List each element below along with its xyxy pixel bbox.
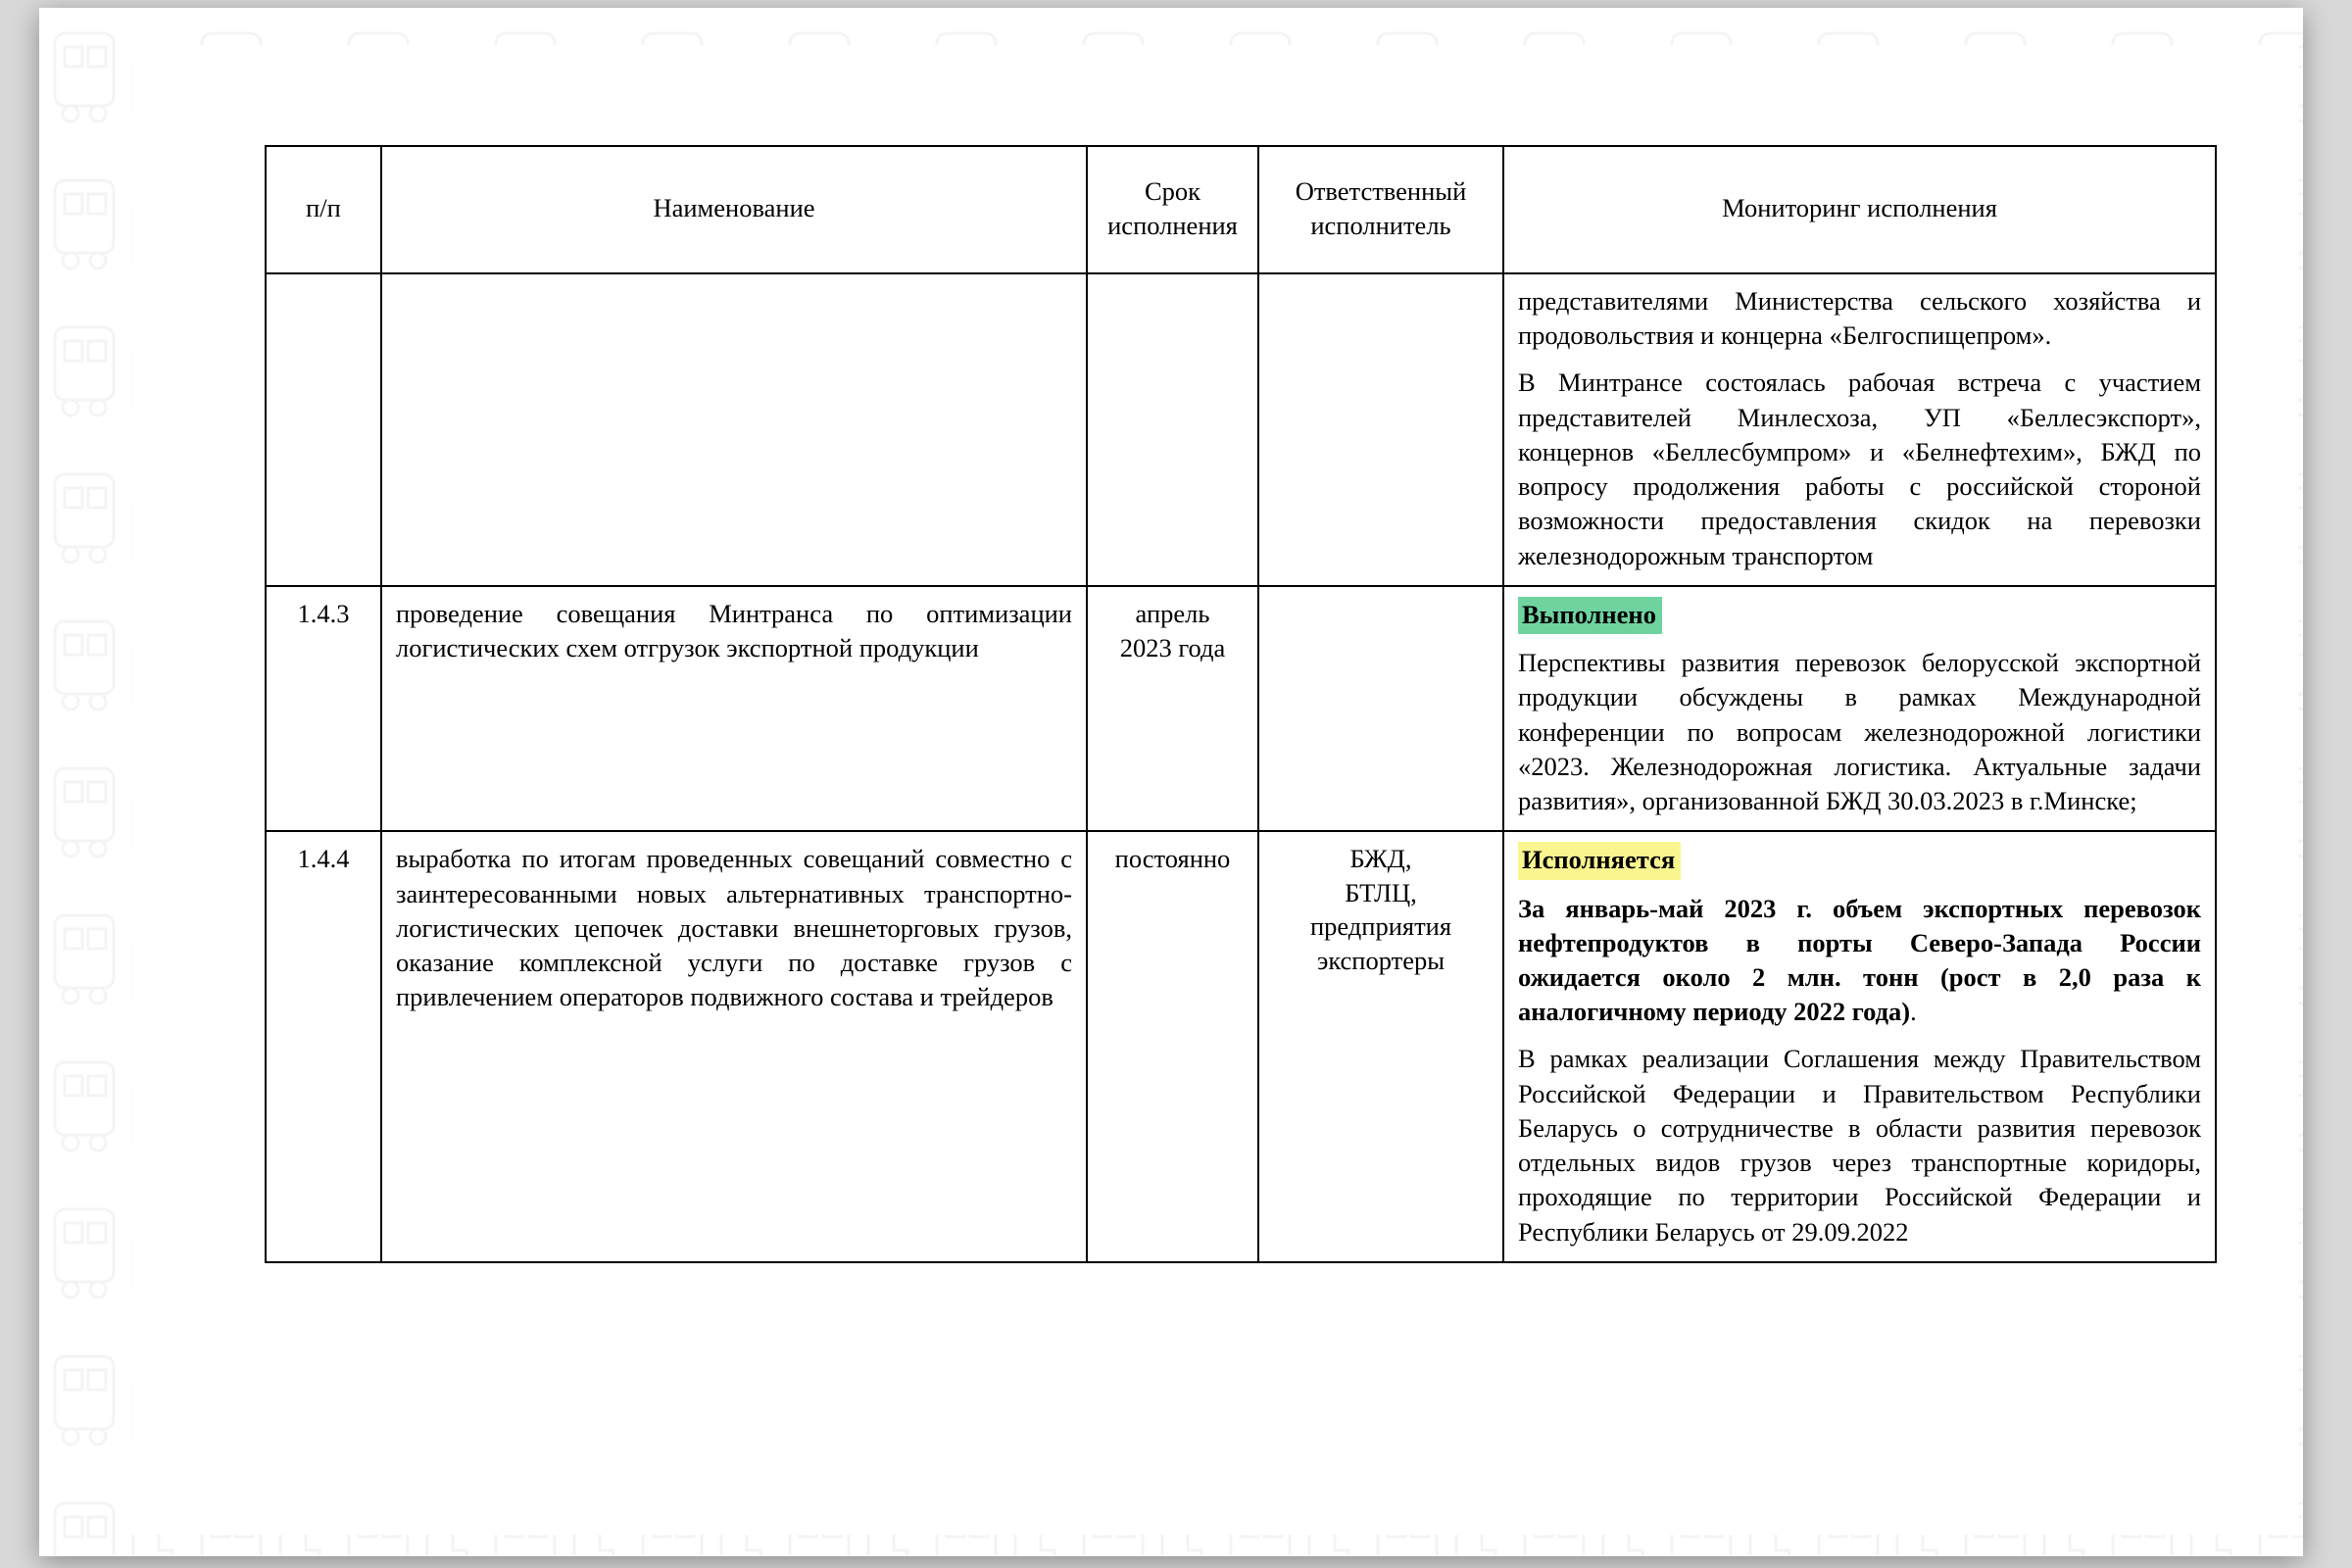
row-name-cell xyxy=(381,273,1087,586)
term-line1: постоянно xyxy=(1114,844,1231,874)
responsible-line: БЖД, xyxy=(1349,844,1412,874)
row-term-cell xyxy=(1087,273,1258,586)
row-monitoring-cell xyxy=(1503,831,2216,1262)
table-row xyxy=(266,586,2216,831)
execution-monitoring-table xyxy=(265,145,2217,1263)
row-name-cell: проведение совещания Минтранса по оптимизации логистических схем отгрузок экспортной продукции xyxy=(381,586,1087,831)
row-responsible-cell xyxy=(1258,273,1503,586)
page-content-area xyxy=(132,45,2298,1535)
row-monitoring-cell xyxy=(1503,586,2216,831)
table-header-row xyxy=(266,146,2216,273)
row-responsible-cell xyxy=(1258,586,1503,831)
column-header-term xyxy=(1087,146,1258,273)
row-name-cell: выработка по итогам проведенных совещаний совместно с заинтересованными новых альтернативных транспортно-логистических цепочек доставки внешнеторговых грузов, оказание комплексной услуги по доставке грузов с привлечением операторов подвижного состава и трейдеров xyxy=(381,831,1087,1262)
column-header-number: п/п xyxy=(266,146,381,273)
monitoring-bold-tail: . xyxy=(1910,997,1917,1027)
column-header-term-line2: исполнения xyxy=(1107,211,1238,240)
column-header-responsible-line1: Ответственный xyxy=(1295,175,1467,206)
monitoring-bold-text: За январь-май 2023 г. объем экспортных перевозок нефтепродуктов в порты Северо-Запада России ожидается около 2 млн. тонн (рост в 2,0 раза к аналогичному периоду 2022 года) xyxy=(1518,893,2201,1027)
table-row xyxy=(266,273,2216,586)
row-term-cell xyxy=(1087,831,1258,1262)
column-header-term-line1: Срок xyxy=(1144,175,1201,206)
row-term-cell xyxy=(1087,586,1258,831)
responsible-line: экспортеры xyxy=(1316,945,1446,975)
column-header-monitoring: Мониторинг исполнения xyxy=(1503,146,2216,273)
responsible-line: предприятия xyxy=(1309,911,1452,942)
term-line2: 2023 года xyxy=(1119,633,1226,663)
table-row xyxy=(266,831,2216,1262)
column-header-responsible xyxy=(1258,146,1503,273)
row-responsible-cell xyxy=(1258,831,1503,1262)
monitoring-paragraph: В рамках реализации Соглашения между Правительством Российской Федерации и Правительством Республики Беларусь о сотрудничестве в области развития перевозок отдельных видов грузов через транспортные коридоры, проходящие по территории Российской Федерации и Республики Беларусь от 29.09.2022 xyxy=(1518,1044,2201,1247)
column-header-responsible-line2: исполнитель xyxy=(1310,211,1451,240)
row-monitoring-cell xyxy=(1503,273,2216,586)
monitoring-paragraph: В Минтрансе состоялась рабочая встреча с участием представителей Минлесхоза, УП «Беллесэкспорт», концернов «Беллесбумпром» и «Белнефтехим», БЖД по вопросу продолжения работы с российской стороной возможности предоставления скидок на перевозки железнодорожным транспортом xyxy=(1518,368,2201,570)
monitoring-paragraph: представителями Министерства сельского хозяйства и продовольствия и концерна «Белгоспищепром». xyxy=(1518,286,2201,351)
status-badge: Выполнено xyxy=(1518,597,1662,634)
row-number-cell: 1.4.4 xyxy=(266,831,381,1262)
column-header-name: Наименование xyxy=(381,146,1087,273)
monitoring-paragraph-bold xyxy=(1518,892,2201,1030)
row-number-cell: 1.4.3 xyxy=(266,586,381,831)
responsible-line: БТЛЦ, xyxy=(1345,877,1417,907)
monitoring-paragraph: Перспективы развития перевозок белорусской экспортной продукции обсуждены в рамках Международной конференции по вопросам железнодорожной логистики «2023. Железнодорожная логистика. Актуальные задачи развития», организованной БЖД 30.03.2023 в г.Минске; xyxy=(1518,648,2201,816)
document-page xyxy=(39,8,2303,1556)
status-badge: Исполняется xyxy=(1518,842,1681,879)
term-line1: апрель xyxy=(1135,598,1210,628)
row-number-cell xyxy=(266,273,381,586)
